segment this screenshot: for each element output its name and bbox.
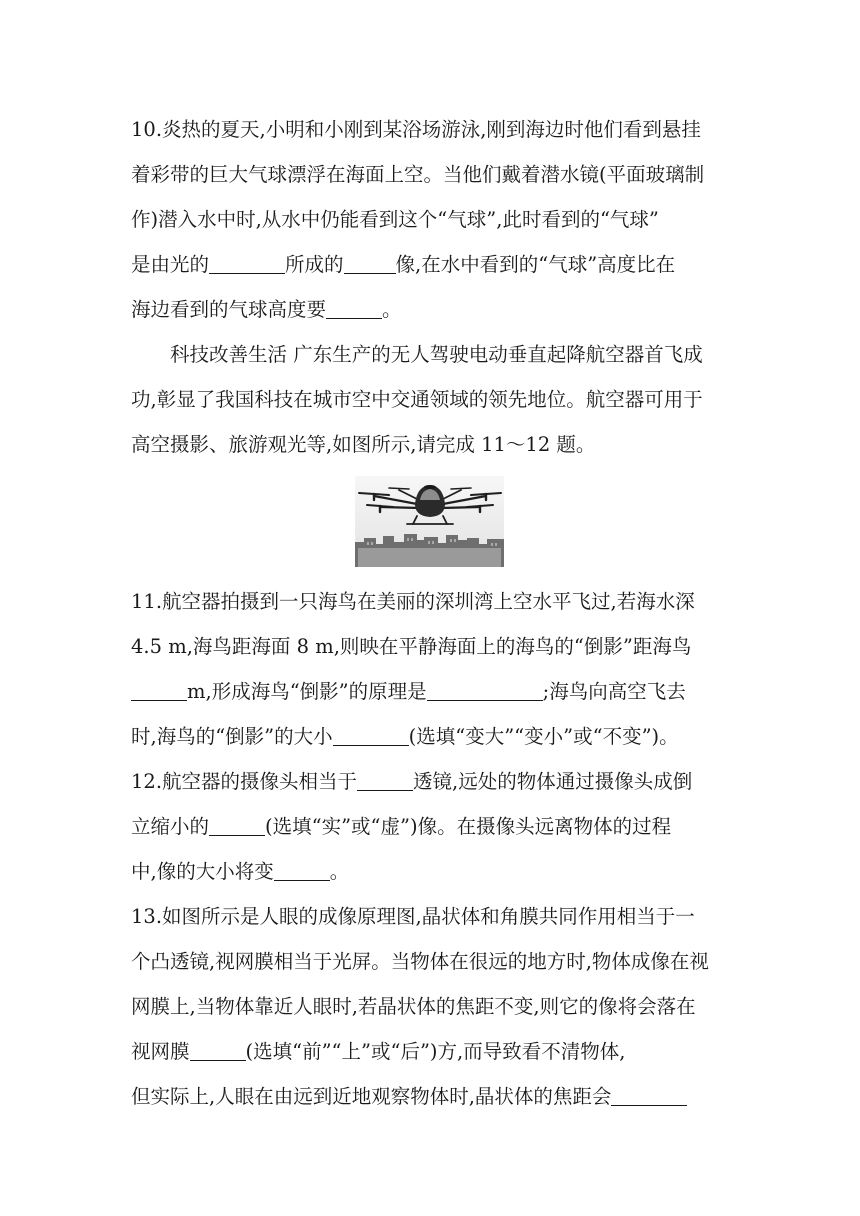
q12-line-3 bbox=[131, 857, 731, 887]
q10-text: 所成的 bbox=[285, 253, 344, 276]
q12-line-2 bbox=[131, 812, 731, 842]
answer-blank[interactable] bbox=[209, 253, 285, 274]
q10-text: 像,在水中看到的“气球”高度比在 bbox=[395, 253, 676, 276]
q11-text: 时,海鸟的“倒影”的大小 bbox=[131, 725, 333, 748]
q10-line-3: 作)潜入水中时,从水中仍能看到这个“气球”,此时看到的“气球” bbox=[131, 208, 659, 231]
q11-line-2: 4.5 m,海鸟距海面 8 m,则映在平静海面上的海鸟的“倒影”距海鸟 bbox=[131, 635, 692, 658]
q12-line-1 bbox=[131, 767, 731, 797]
q11-text: (选填“变大”“变小”或“不变”)。 bbox=[408, 725, 679, 748]
answer-blank[interactable] bbox=[131, 680, 187, 701]
q13-text: 视网膜 bbox=[131, 1040, 190, 1063]
answer-blank[interactable] bbox=[344, 253, 396, 274]
q13-line-4 bbox=[131, 1037, 731, 1067]
q12-text: 透镜,远处的物体通过摄像头成倒 bbox=[413, 770, 693, 793]
q10-line-4 bbox=[131, 250, 731, 280]
q12-text: 12.航空器的摄像头相当于 bbox=[131, 770, 358, 793]
answer-blank[interactable] bbox=[357, 770, 413, 791]
answer-blank[interactable] bbox=[209, 815, 265, 836]
q12-text: 。 bbox=[329, 860, 350, 883]
q10-line-5 bbox=[131, 295, 731, 325]
answer-blank[interactable] bbox=[611, 1085, 687, 1106]
q13-line-5 bbox=[131, 1082, 731, 1112]
answer-blank[interactable] bbox=[427, 680, 543, 701]
q10-text: 海边看到的气球高度要 bbox=[131, 298, 327, 321]
q11-line-3 bbox=[131, 677, 731, 707]
intro-line-2: 功,彰显了我国科技在城市空中交通领域的领先地位。航空器可用于 bbox=[131, 388, 703, 411]
q12-text: 立缩小的 bbox=[131, 815, 210, 838]
evtol-aircraft-icon bbox=[355, 476, 504, 567]
aircraft-photo bbox=[355, 476, 504, 567]
q10-text: 。 bbox=[382, 298, 402, 321]
q10-line-1: 10.炎热的夏天,小明和小刚到某浴场游泳,刚到海边时他们看到悬挂 bbox=[131, 118, 701, 141]
q13-line-1: 13.如图所示是人眼的成像原理图,晶状体和角膜共同作用相当于一 bbox=[131, 905, 695, 928]
q13-text: 但实际上,人眼在由远到近地观察物体时,晶状体的焦距会 bbox=[131, 1085, 612, 1108]
q11-line-4 bbox=[131, 722, 731, 752]
q11-text: ;海鸟向高空飞去 bbox=[542, 680, 686, 703]
q12-text: 中,像的大小将变 bbox=[131, 860, 274, 883]
q10-line-2: 着彩带的巨大气球漂浮在海面上空。当他们戴着潜水镜(平面玻璃制 bbox=[131, 163, 705, 186]
q11-line-1: 11.航空器拍摄到一只海鸟在美丽的深圳湾上空水平飞过,若海水深 bbox=[131, 590, 695, 613]
q11-text: m,形成海鸟“倒影”的原理是 bbox=[187, 680, 427, 703]
q12-text: (选填“实”或“虚”)像。在摄像头远离物体的过程 bbox=[265, 815, 672, 838]
q13-line-2: 个凸透镜,视网膜相当于光屏。当物体在很远的地方时,物体成像在视 bbox=[131, 950, 709, 973]
q13-line-3: 网膜上,当物体靠近人眼时,若晶状体的焦距不变,则它的像将会落在 bbox=[131, 995, 696, 1018]
answer-blank[interactable] bbox=[190, 1040, 246, 1061]
answer-blank[interactable] bbox=[333, 725, 409, 746]
intro-line-3: 高空摄影、旅游观光等,如图所示,请完成 11～12 题。 bbox=[131, 433, 596, 456]
intro-line-1: 科技改善生活 广东生产的无人驾驶电动垂直起降航空器首飞成 bbox=[170, 343, 703, 366]
answer-blank[interactable] bbox=[326, 298, 382, 319]
q13-text: (选填“前”“上”或“后”)方,而导致看不清物体, bbox=[245, 1040, 626, 1063]
answer-blank[interactable] bbox=[274, 860, 330, 881]
q10-text: 是由光的 bbox=[131, 253, 210, 276]
